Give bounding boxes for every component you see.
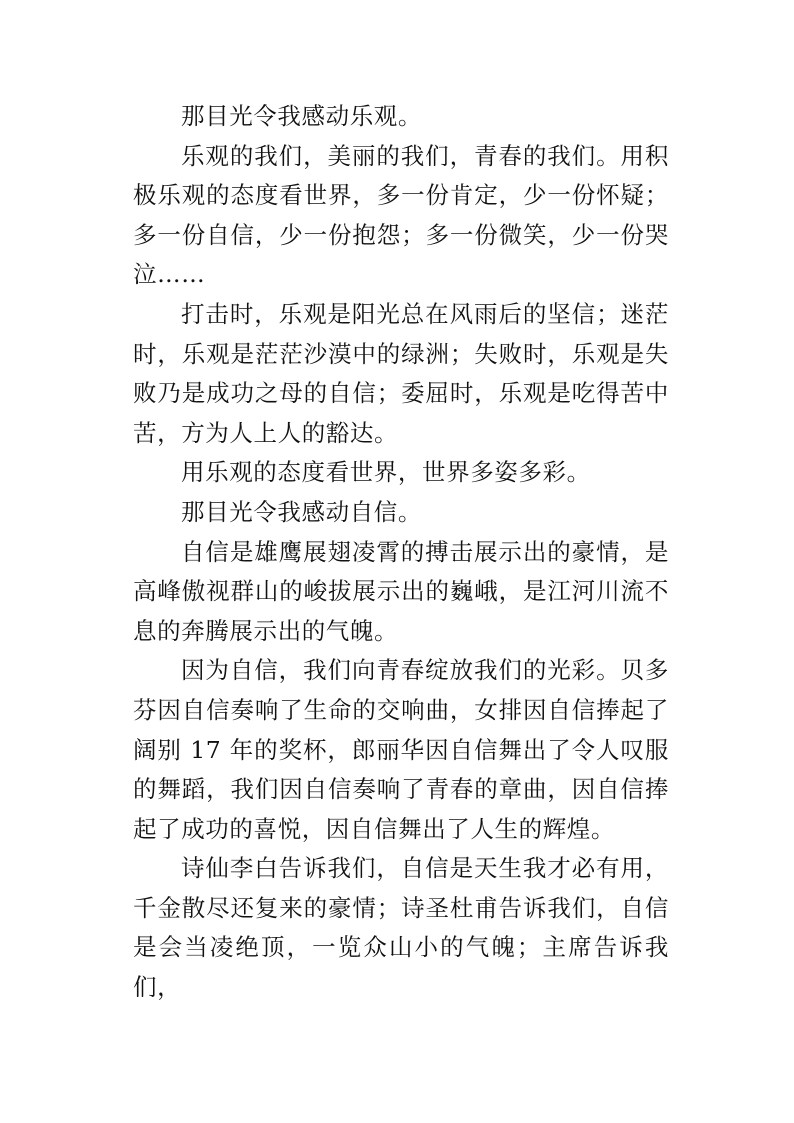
- paragraph-colorful-world: 用乐观的态度看世界，世界多姿多彩。: [181, 458, 591, 487]
- paragraph-confidence-imagery: 自信是雄鹰展翅凌霄的搏击展示出的豪情，是高峰傲视群山的峻拔展示出的巍峨，是江河川流不息的奔腾展示出的气魄。: [133, 537, 669, 645]
- paragraph-optimistic-us: 乐观的我们，美丽的我们，青春的我们。用积极乐观的态度看世界，多一份肯定，少一份怀疑；多一份自信，少一份抱怨；多一份微笑，少一份哭泣……: [133, 141, 669, 289]
- paragraph-optimism-metaphors: 打击时，乐观是阳光总在风雨后的坚信；迷茫时，乐观是茫茫沙漠中的绿洲；失败时，乐观是失败乃是成功之母的自信；委屈时，乐观是吃得苦中苦，方为人上人的豁达。: [133, 299, 669, 447]
- paragraph-poets: 诗仙李白告诉我们，自信是天生我才必有用，千金散尽还复来的豪情；诗圣杜甫告诉我们，自信是会当凌绝顶，一览众山小的气魄；主席告诉我们，: [133, 854, 669, 1002]
- paragraph-confidence-heading: 那目光令我感动自信。: [181, 497, 422, 526]
- document-page: [133, 97, 669, 1008]
- paragraph-confidence-examples: 因为自信，我们向青春绽放我们的光彩。贝多芬因自信奏响了生命的交响曲，女排因自信捧起了阔别 17 年的奖杯，郎丽华因自信舞出了令人叹服的舞蹈，我们因自信奏响了青春的章曲，因自信捧起了成功的喜悦，因自信舞出了人生的辉煌。: [133, 656, 669, 843]
- paragraph-optimism-heading: 那目光令我感动乐观。: [181, 102, 422, 130]
